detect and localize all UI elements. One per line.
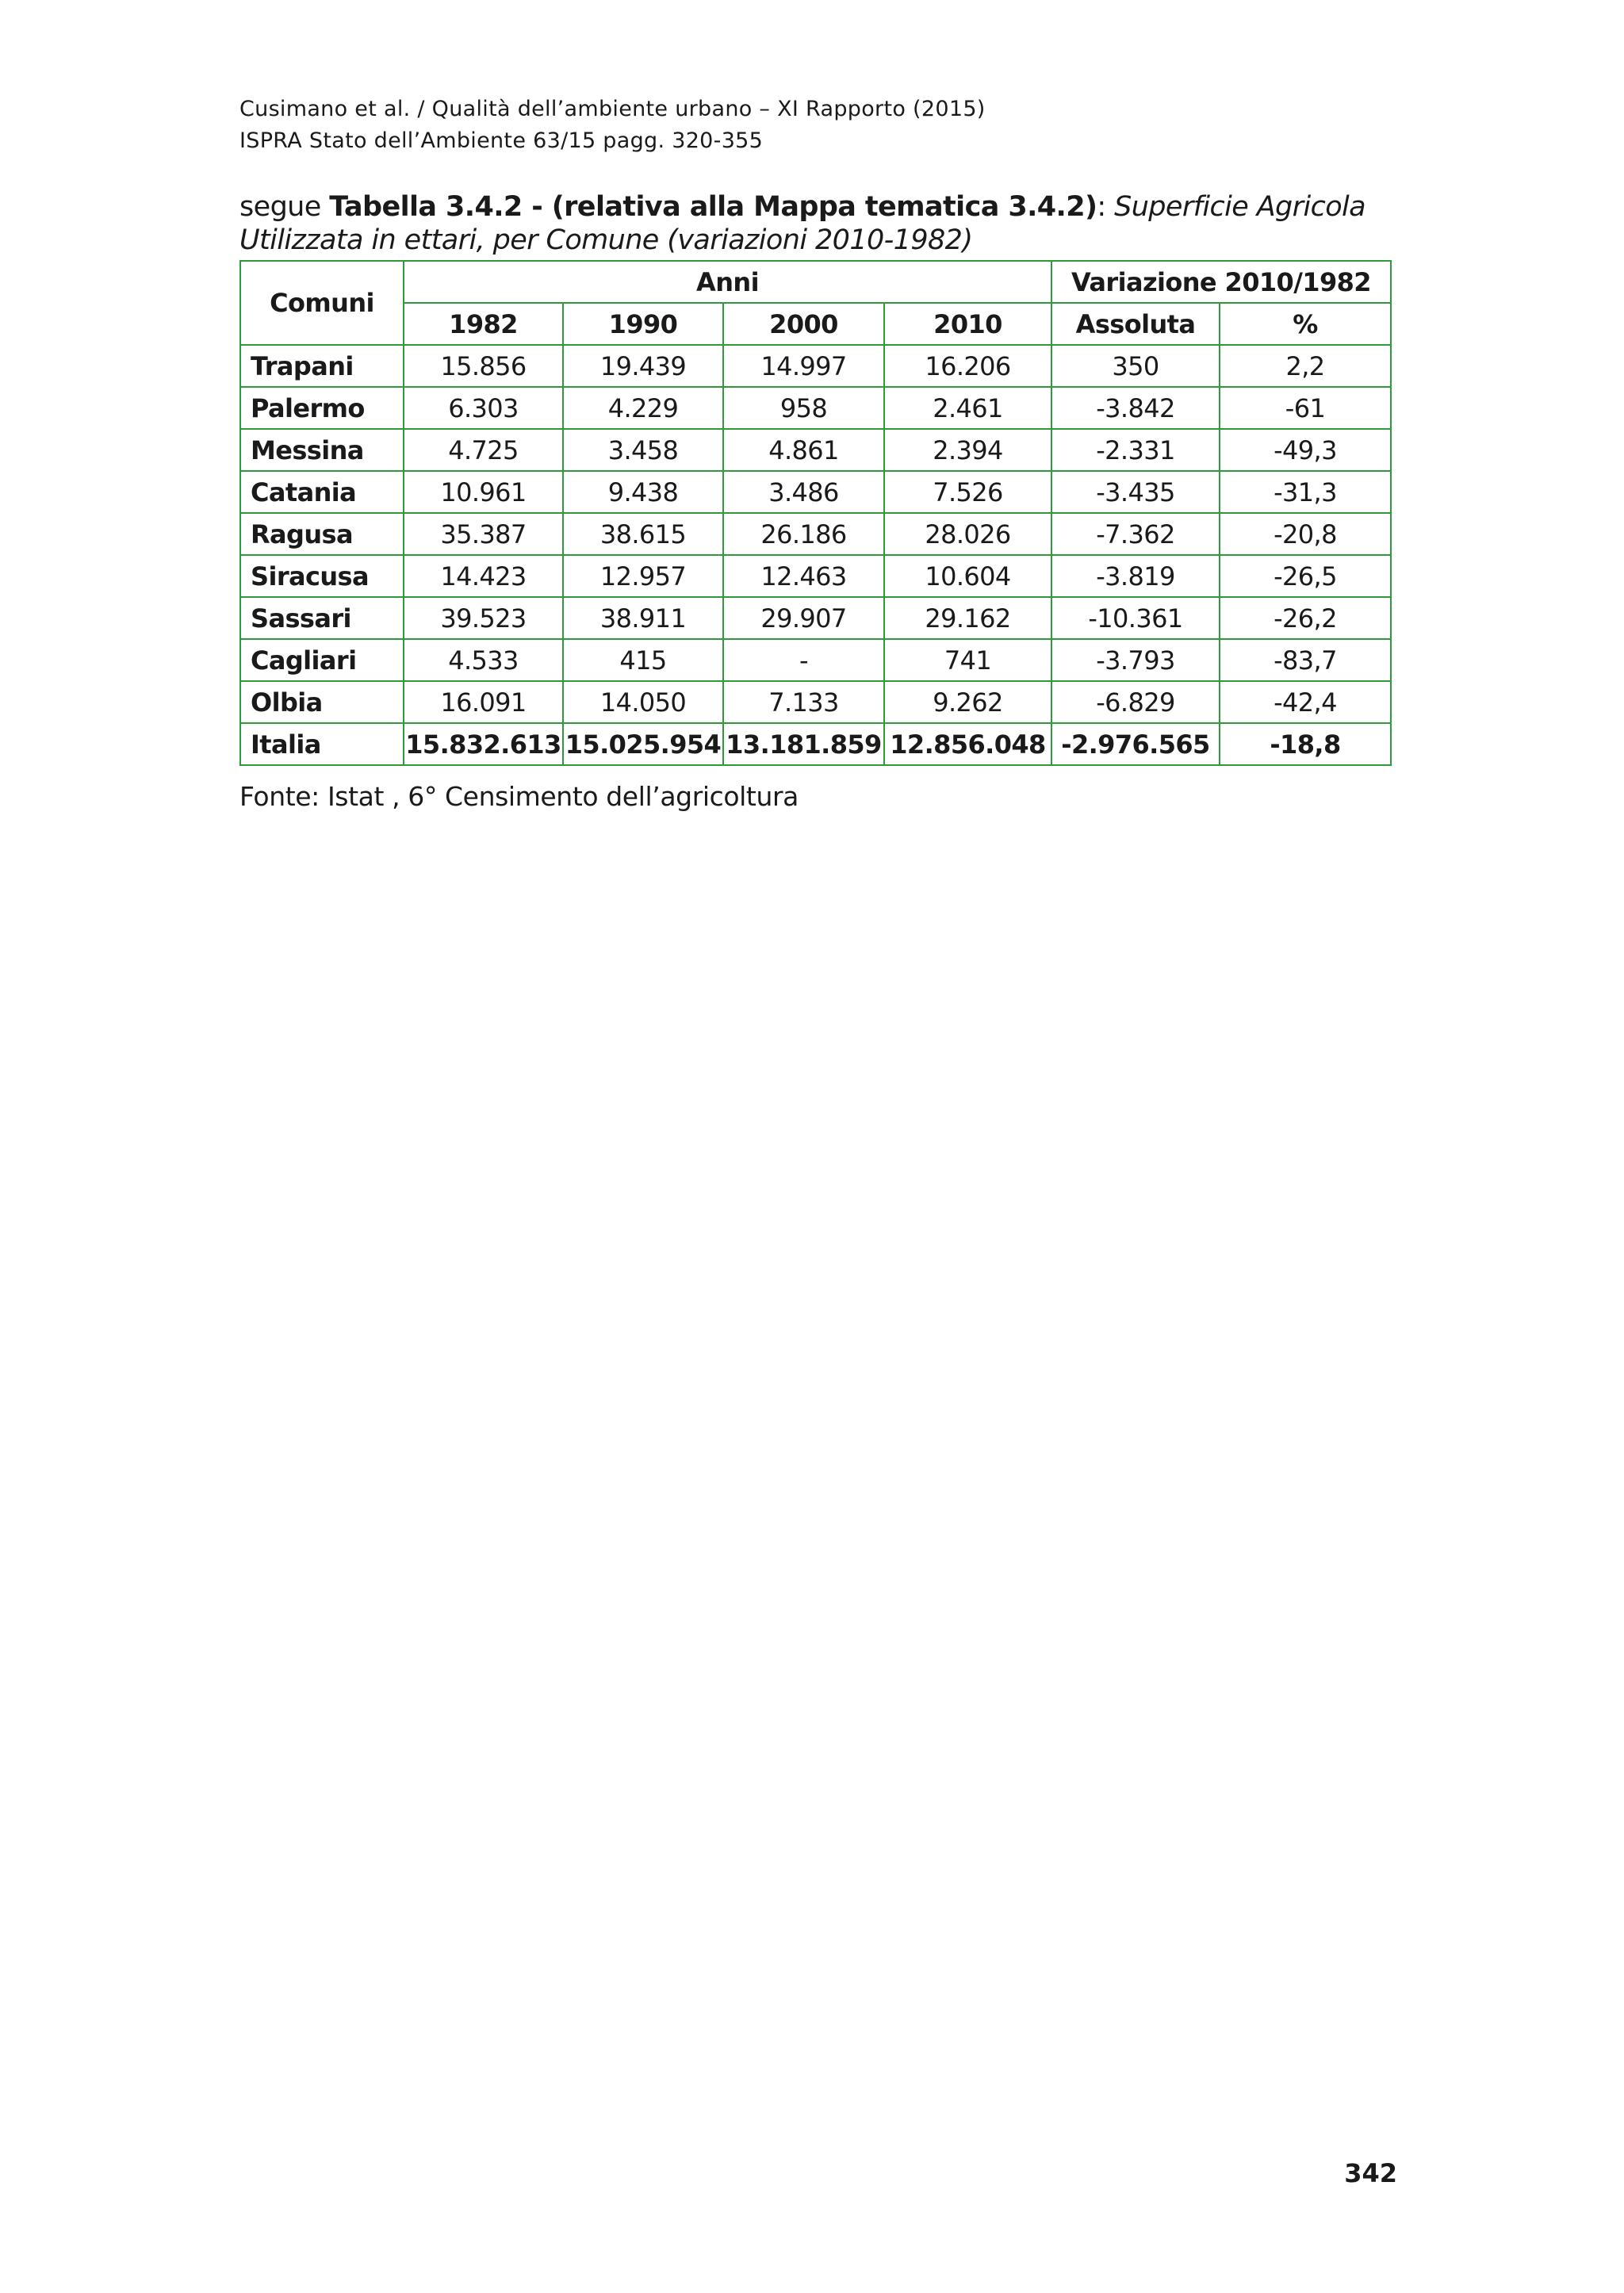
cell-y2000: - [723,639,884,681]
caption-prefix: segue [239,191,330,223]
cell-assoluta: -6.829 [1051,681,1220,723]
source-note: Fonte: Istat , 6° Censimento dell’agricoltura [239,781,799,812]
cell-y1990: 15.025.954 [563,723,723,765]
cell-assoluta: -3.819 [1051,555,1220,597]
cell-percent: -31,3 [1220,471,1391,513]
cell-comune: Catania [240,471,404,513]
cell-comune: Trapani [240,345,404,387]
header-year-2000: 2000 [723,303,884,345]
cell-comune: Siracusa [240,555,404,597]
cell-y1990: 415 [563,639,723,681]
cell-y1982: 4.725 [404,429,563,471]
cell-y1982: 4.533 [404,639,563,681]
cell-y1982: 10.961 [404,471,563,513]
table-row [240,597,1391,639]
cell-assoluta: -10.361 [1051,597,1220,639]
cell-percent: -20,8 [1220,513,1391,555]
cell-y2000: 29.907 [723,597,884,639]
cell-assoluta: -3.842 [1051,387,1220,429]
cell-y2010: 16.206 [884,345,1051,387]
cell-comune: Palermo [240,387,404,429]
cell-assoluta: -2.976.565 [1051,723,1220,765]
page-number: 342 [1344,2158,1397,2188]
table-row [240,681,1391,723]
cell-y1982: 15.832.613 [404,723,563,765]
cell-y1982: 15.856 [404,345,563,387]
table-row [240,513,1391,555]
cell-y1982: 16.091 [404,681,563,723]
cell-y2010: 7.526 [884,471,1051,513]
cell-assoluta: -3.793 [1051,639,1220,681]
cell-percent: -61 [1220,387,1391,429]
table-body [240,345,1391,765]
cell-y1990: 38.615 [563,513,723,555]
cell-percent: -26,5 [1220,555,1391,597]
table-row [240,639,1391,681]
header-variazione: Variazione 2010/1982 [1051,261,1391,303]
header-anni: Anni [404,261,1051,303]
cell-comune: Sassari [240,597,404,639]
cell-comune: Italia [240,723,404,765]
cell-y2010: 2.461 [884,387,1051,429]
cell-percent: -49,3 [1220,429,1391,471]
cell-y2000: 4.861 [723,429,884,471]
cell-y1990: 38.911 [563,597,723,639]
caption-separator: : [1097,191,1115,223]
header-year-1990: 1990 [563,303,723,345]
cell-y1990: 3.458 [563,429,723,471]
cell-y2010: 10.604 [884,555,1051,597]
cell-assoluta: -3.435 [1051,471,1220,513]
caption-subtitle: Superficie Agricola Utilizzata in ettari, per Comune (variazioni 2010-1982) [239,191,1366,256]
cell-y2000: 7.133 [723,681,884,723]
cell-y1982: 35.387 [404,513,563,555]
cell-comune: Messina [240,429,404,471]
cell-assoluta: -7.362 [1051,513,1220,555]
cell-y2000: 14.997 [723,345,884,387]
cell-y2000: 13.181.859 [723,723,884,765]
cell-y1990: 14.050 [563,681,723,723]
header-year-2010: 2010 [884,303,1051,345]
header-percent: % [1220,303,1391,345]
table-row [240,555,1391,597]
cell-percent: -83,7 [1220,639,1391,681]
table-row [240,471,1391,513]
cell-y1990: 19.439 [563,345,723,387]
header-year-1982: 1982 [404,303,563,345]
cell-y2010: 28.026 [884,513,1051,555]
cell-assoluta: 350 [1051,345,1220,387]
table-row [240,429,1391,471]
cell-y2000: 12.463 [723,555,884,597]
cell-comune: Ragusa [240,513,404,555]
cell-y1982: 39.523 [404,597,563,639]
table-total-row [240,723,1391,765]
cell-y2000: 958 [723,387,884,429]
caption-title: Tabella 3.4.2 - (relativa alla Mappa tematica 3.4.2) [329,191,1097,223]
header-assoluta: Assoluta [1051,303,1220,345]
cell-y2000: 26.186 [723,513,884,555]
cell-comune: Cagliari [240,639,404,681]
cell-percent: -18,8 [1220,723,1391,765]
cell-y2010: 9.262 [884,681,1051,723]
cell-y1982: 14.423 [404,555,563,597]
header-comuni: Comuni [240,261,404,345]
cell-y1990: 12.957 [563,555,723,597]
running-header [239,94,986,157]
running-header-line-2: ISPRA Stato dell’Ambiente 63/15 pagg. 320-355 [239,128,764,153]
cell-y2000: 3.486 [723,471,884,513]
cell-percent: 2,2 [1220,345,1391,387]
cell-y2010: 29.162 [884,597,1051,639]
table-row [240,387,1391,429]
cell-percent: -26,2 [1220,597,1391,639]
cell-percent: -42,4 [1220,681,1391,723]
cell-y1990: 9.438 [563,471,723,513]
cell-comune: Olbia [240,681,404,723]
cell-y2010: 741 [884,639,1051,681]
cell-y1990: 4.229 [563,387,723,429]
table-row [240,345,1391,387]
cell-y1982: 6.303 [404,387,563,429]
cell-assoluta: -2.331 [1051,429,1220,471]
running-header-line-1: Cusimano et al. / Qualità dell’ambiente urbano – XI Rapporto (2015) [239,97,986,121]
cell-y2010: 2.394 [884,429,1051,471]
sau-table [239,260,1392,766]
table-caption [239,190,1397,257]
cell-y2010: 12.856.048 [884,723,1051,765]
